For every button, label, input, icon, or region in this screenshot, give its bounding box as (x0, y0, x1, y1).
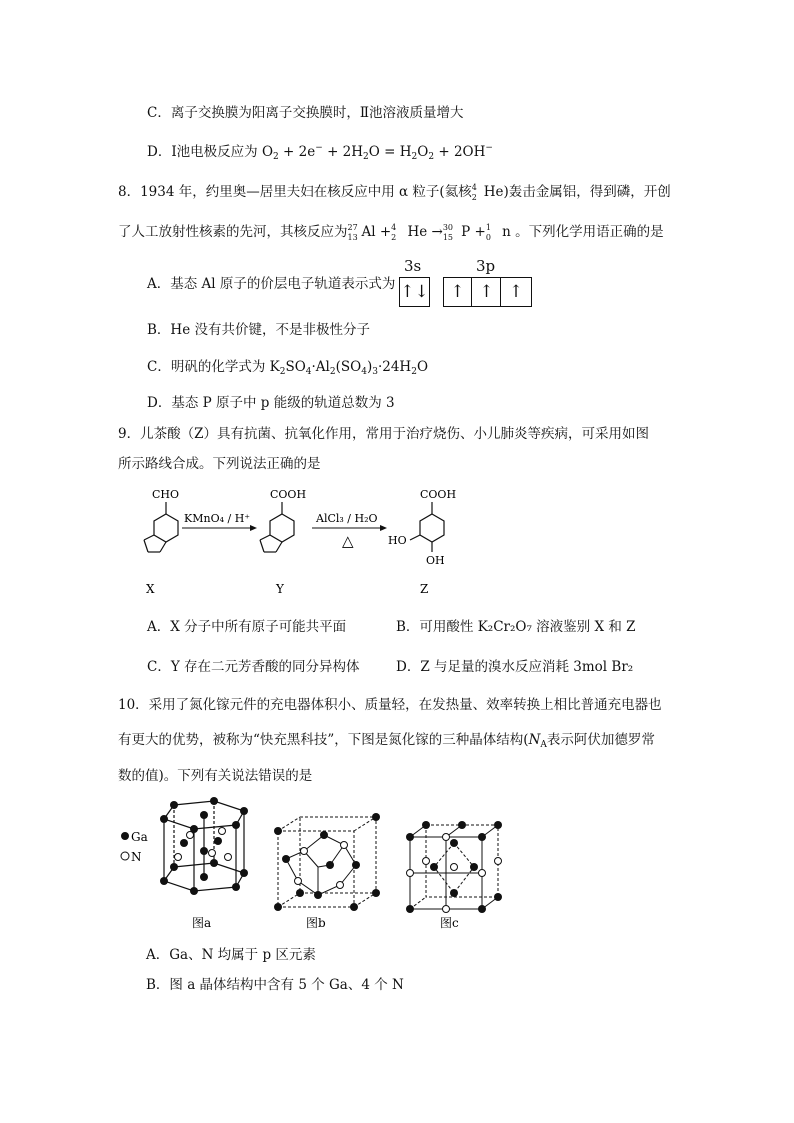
crystal-figures (118, 795, 508, 935)
orbital-box-3s (399, 277, 430, 307)
q7-option-d: D．Ⅰ池电极反应为 $O_2 + 2e^- + 2H_2O = H_2O_2 + 2OH^-$ (147, 143, 493, 162)
y-cooh-label: COOH (270, 488, 307, 501)
crystal-c-atoms (406, 821, 502, 913)
legend-ga: Ga (131, 830, 148, 844)
q9-stem-line1: 9．儿茶酸（Z）具有抗菌、抗氧化作用，常用于治疗烧伤、小儿肺炎等疾病，可采用如图 (118, 426, 649, 442)
q9-stem-line2: 所示路线合成。下列说法正确的是 (118, 456, 321, 472)
z-oh-label: OH (426, 554, 445, 567)
fig-a-label: 图a (192, 916, 212, 930)
crystal-b (278, 817, 376, 907)
q8-option-c: C．明矾的化学式为 $K_2SO_4\cdot Al_2(SO_4)_3\cdot 24H_2O$ (147, 359, 429, 377)
q9-option-c: C．Y 存在二元芳香酸的同分异构体 (147, 659, 360, 675)
reagent-2: AlCl₃ / H₂O (316, 512, 378, 525)
q10-stem-line3: 数的值)。下列有关说法错误的是 (118, 768, 313, 784)
y-label: Y (276, 582, 284, 596)
q8-stem-line1: 8．1934 年，约里奥—居里夫妇在核反应中用 α 粒子(氦核 4 2 He)轰击金属铝，得到磷，开创 (118, 182, 671, 202)
synthesis-scheme (130, 484, 470, 604)
q7-option-c: C．离子交换膜为阳离子交换膜时，Ⅱ池溶液质量增大 (147, 105, 464, 121)
arrow-1-head (250, 525, 257, 531)
molecule-y (260, 502, 294, 552)
fig-b-label: 图b (306, 916, 326, 930)
q8-option-b: B．He 没有共价键，不是非极性分子 (147, 322, 370, 338)
z-ho-label: HO (388, 534, 407, 547)
q9-option-a: A．X 分子中所有原子可能共平面 (147, 619, 347, 635)
legend-ga-dot (121, 832, 129, 840)
orbital-3s-cell: ↑↓ (400, 282, 429, 302)
heat-symbol: △ (342, 532, 354, 550)
reagent-1: KMnO₄ / H⁺ (184, 512, 251, 525)
z-cooh-label: COOH (420, 488, 457, 501)
orbital-box-3p (443, 277, 532, 307)
molecule-x (144, 502, 178, 552)
orbital-3p-cell: ↑ (473, 278, 501, 306)
legend-n-dot (121, 852, 129, 860)
orbital-3p-cell: ↑ (508, 282, 524, 302)
label-3p: 3p (476, 257, 496, 275)
x-label: X (146, 582, 155, 596)
q9-option-b: B．可用酸性 K₂Cr₂O₇ 溶液鉴别 X 和 Z (396, 619, 636, 635)
q8-option-a: A．基态 Al 原子的价层电子轨道表示式为 (147, 276, 396, 292)
q8-option-d: D．基态 P 原子中 p 能级的轨道总数为 3 (147, 395, 395, 411)
legend-n: N (131, 850, 142, 864)
q8-stem-line2: 了人工放射性核素的先河，其核反应为 27 13 Al + 4 2 He → 30 15 P + 1 0 n 。下列化学用语正确的是 (118, 222, 664, 242)
crystal-b-atoms (274, 813, 380, 911)
orbital-3p-cell: ↑ (444, 278, 472, 306)
q10-stem-line2: 有更大的优势，被称为“快充黑科技”，下图是氮化镓的三种晶体结构($N_A$表示阿伏加德罗常 (118, 732, 655, 750)
q9-option-d: D．Z 与足量的溴水反应消耗 3mol Br₂ (396, 659, 634, 675)
q10-stem-line1: 10．采用了氮化镓元件的充电器体积小、质量轻，在发热量、效率转换上相比普通充电器也 (118, 697, 662, 713)
q10-option-a: A．Ga、N 均属于 p 区元素 (146, 947, 316, 963)
x-cho-label: CHO (152, 488, 180, 501)
q10-option-b: B．图 a 晶体结构中含有 5 个 Ga、4 个 N (146, 977, 404, 993)
label-3s: 3s (404, 257, 422, 275)
molecule-z (410, 502, 444, 552)
fig-c-label: 图c (440, 916, 459, 930)
z-label: Z (420, 582, 429, 596)
arrow-2-head (380, 525, 387, 531)
